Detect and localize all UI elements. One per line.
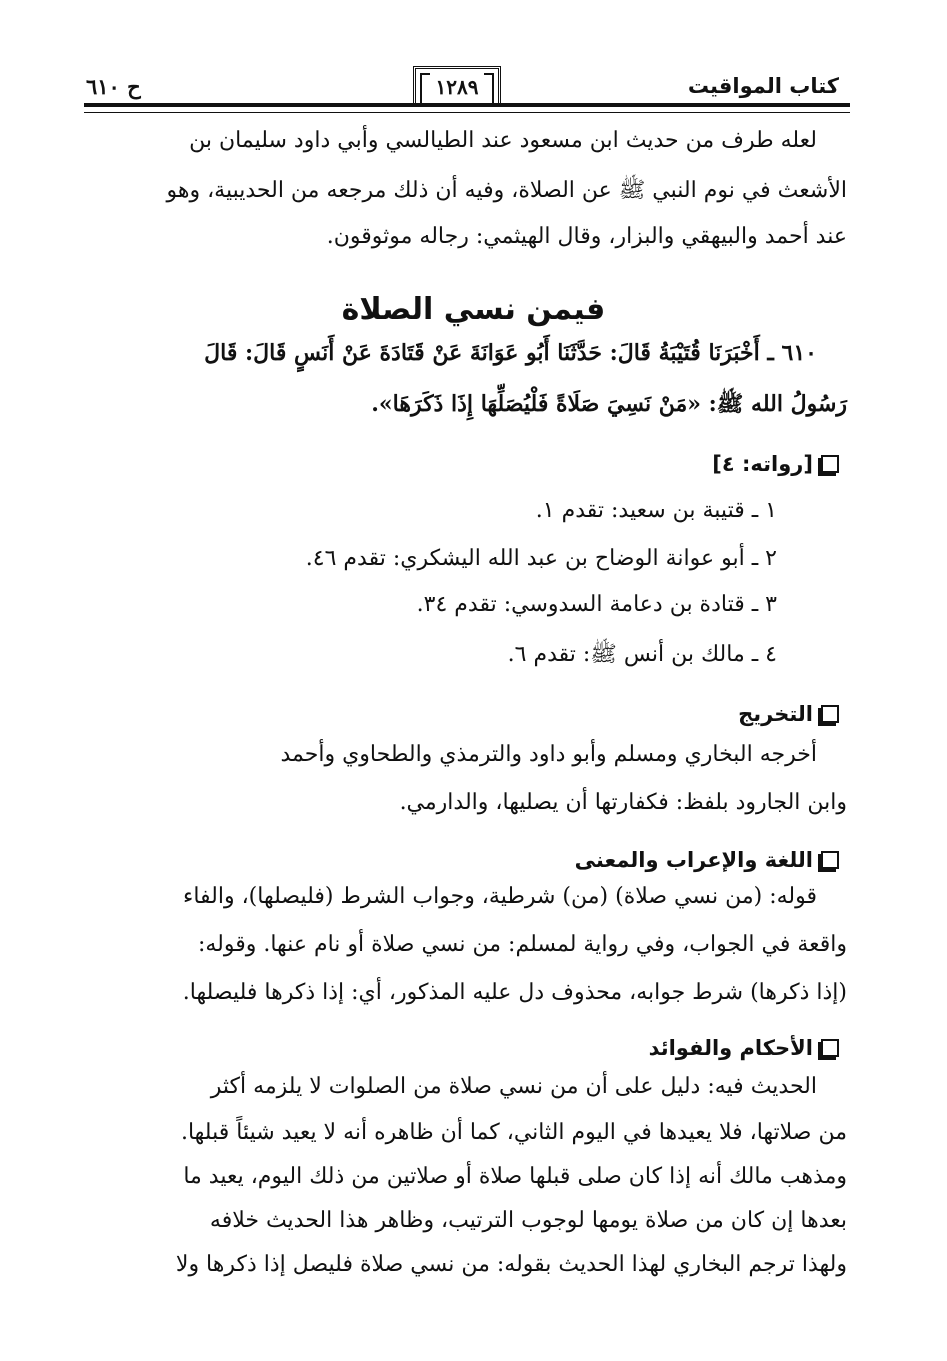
intro-line-2: الأشعث في نوم النبي ﷺ عن الصلاة، وفيه أن ذلك مرجعه من الحديبية، وهو [166, 178, 847, 203]
hadith-line-2: رَسُولُ الله ﷺ: «مَنْ نَسِيَ صَلَاةً فَلْيُصَلِّهَا إِذَا ذَكَرَهَا». [371, 391, 847, 417]
rulings-line-3: ومذهب مالك أنه إذا كان صلى قبلها صلاة أو صلاتين من ذلك اليوم، يعيد ما [183, 1164, 847, 1189]
rulings-line-5: ولهذا ترجم البخاري لهذا الحديث بقوله: من نسي صلاة فليصل إذا ذكرها ولا [175, 1252, 847, 1277]
square-bullet-icon [821, 455, 839, 473]
page-number-box [413, 66, 501, 105]
header-rule-thin [84, 112, 850, 113]
narrators-heading [712, 452, 839, 476]
narrator-item-4: ٤ ـ مالك بن أنس ﷺ: تقدم ٦. [507, 642, 777, 667]
hadith-line-1: ٦١٠ ـ أَخْبَرَنَا قُتَيْبَةُ قَالَ: حَدَّثَنَا أَبُو عَوَانَةَ عَنْ قَتَادَةَ عَنْ أَنَسٍ قَالَ: قَالَ [204, 340, 817, 366]
takhrij-line-2: وابن الجارود بلفظ: فكفارتها أن يصليها، والدارمي. [399, 790, 847, 815]
language-line-1: قوله: (من نسي صلاة) (من) شرطية، وجواب الشرط (فليصلها)، والفاء [182, 884, 817, 909]
takhrij-heading-text: التخريج [738, 702, 813, 726]
header-rule-thick [84, 103, 850, 107]
language-line-3: (إذا ذكرها) شرط جوابه، محذوف دل عليه المذكور، أي: إذا ذكرها فليصلها. [182, 980, 847, 1005]
takhrij-heading [738, 702, 839, 726]
rulings-heading-text: الأحكام والفوائد [648, 1036, 813, 1060]
narrator-item-2: ٢ ـ أبو عوانة الوضاح بن عبد الله اليشكري: تقدم ٤٦. [305, 546, 777, 571]
narrator-item-3: ٣ ـ قتادة بن دعامة السدوسي: تقدم ٣٤. [416, 592, 777, 617]
rulings-line-4: بعدها إن كان من صلاة يومها لوجوب الترتيب، وظاهر هذا الحديث خلافه [209, 1208, 847, 1233]
intro-line-3: عند أحمد والبيهقي والبزار، وقال الهيثمي: رجاله موثوقون. [326, 224, 847, 249]
page-number: ١٢٨٩ [435, 75, 479, 99]
rulings-line-2: من صلاتها، فلا يعيدها في اليوم الثاني، كما أن ظاهره أنه لا يعيد شيئاً قبلها. [180, 1120, 847, 1145]
square-bullet-icon [821, 705, 839, 723]
running-header-book-title: كتاب المواقيت [687, 74, 839, 98]
rulings-line-1: الحديث فيه: دليل على أن من نسي صلاة من الصلوات لا يلزمه أكثر [210, 1074, 817, 1099]
language-line-2: واقعة في الجواب، وفي رواية لمسلم: من نسي صلاة أو نام عنها. وقوله: [197, 932, 847, 957]
language-heading [575, 848, 839, 872]
narrators-heading-text: [رواته: ٤] [712, 452, 813, 476]
language-heading-text: اللغة والإعراب والمعنى [574, 848, 813, 872]
running-header-hadith-ref: ح ٦١٠ [86, 74, 141, 99]
square-bullet-icon [821, 1039, 839, 1057]
rulings-heading [649, 1036, 839, 1060]
square-bullet-icon [821, 851, 839, 869]
chapter-title: فيمن نسي الصلاة [341, 292, 606, 327]
intro-line-1: لعله طرف من حديث ابن مسعود عند الطيالسي وأبي داود سليمان بن [189, 128, 817, 153]
narrator-item-1: ١ ـ قتيبة بن سعيد: تقدم ١. [535, 498, 777, 523]
takhrij-line-1: أخرجه البخاري ومسلم وأبو داود والترمذي والطحاوي وأحمد [280, 742, 817, 767]
